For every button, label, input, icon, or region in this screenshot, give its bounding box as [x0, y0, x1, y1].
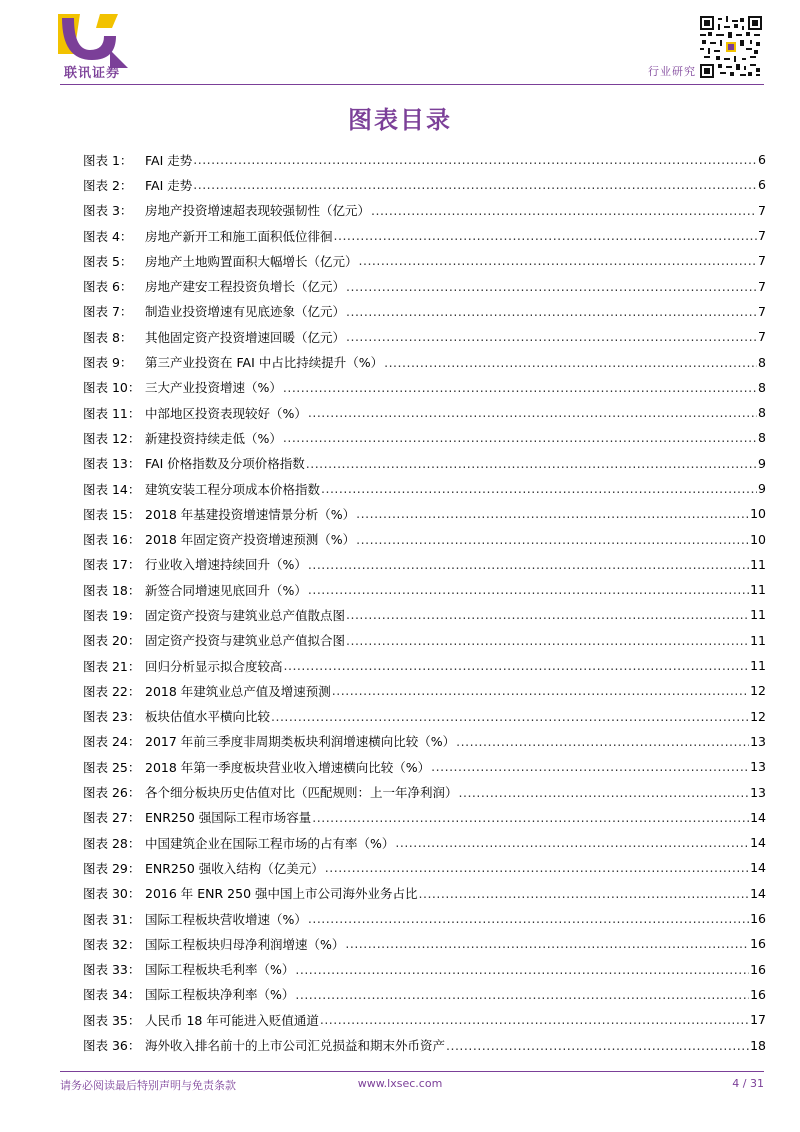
toc-figure-number: 图表 29：: [83, 860, 141, 876]
toc-figure-title: FAI 价格指数及分项价格指数: [145, 456, 305, 472]
toc-figure-title: 板块估值水平横向比较: [145, 709, 271, 725]
toc-page-number: 11: [750, 632, 766, 648]
toc-page-number: 9: [758, 455, 766, 471]
toc-figure-number: 图表 24：: [83, 734, 141, 750]
toc-entry[interactable]: [83, 476, 766, 501]
toc-figure-number: 图表 5：: [83, 253, 133, 269]
toc-figure-number: 图表 26：: [83, 785, 141, 801]
toc-leader-dots: [295, 962, 749, 977]
toc-entry[interactable]: [83, 172, 766, 197]
footer-disclaimer[interactable]: 请务必阅读最后特别声明与免责条款: [60, 1079, 236, 1092]
toc-figure-title: 房地产投资增速超表现较强韧性（亿元）: [145, 203, 371, 219]
toc-leader-dots: [295, 987, 749, 1002]
toc-figure-number: 图表 35：: [83, 1012, 141, 1028]
toc-page-number: 7: [758, 303, 766, 319]
toc-figure-title: 制造业投资增速有见底迹象（亿元）: [145, 304, 346, 320]
toc-figure-number: 图表 31：: [83, 911, 141, 927]
toc-figure-number: 图表 23：: [83, 709, 141, 725]
toc-leader-dots: [308, 582, 749, 597]
toc-page-number: 13: [750, 733, 766, 749]
toc-leader-dots: [431, 759, 749, 774]
toc-figure-title: FAI 走势: [145, 152, 193, 168]
toc-leader-dots: [193, 177, 757, 192]
toc-figure-title: 第三产业投资在 FAI 中占比持续提升（%）: [145, 355, 384, 371]
toc-page-number: 6: [758, 152, 766, 168]
toc-leader-dots: [284, 658, 750, 673]
toc-figure-title: 2017 年前三季度非周期类板块利润增速横向比较（%）: [145, 734, 456, 750]
footer-divider: [60, 1071, 764, 1072]
toc-page-number: 16: [750, 936, 766, 952]
toc-figure-number: 图表 4：: [83, 228, 133, 244]
toc-figure-number: 图表 25：: [83, 759, 141, 775]
toc-entry[interactable]: [83, 628, 766, 653]
toc-page-number: 6: [758, 177, 766, 193]
toc-page-number: 10: [750, 506, 766, 522]
toc-leader-dots: [395, 835, 749, 850]
toc-page-number: 13: [750, 784, 766, 800]
toc-page-number: 14: [750, 809, 766, 825]
toc-leader-dots: [346, 279, 757, 294]
toc-leader-dots: [359, 253, 757, 268]
toc-page-number: 13: [750, 759, 766, 775]
toc-figure-title: 固定资产投资与建筑业总产值散点图: [145, 607, 346, 623]
toc-entry[interactable]: [83, 223, 766, 248]
footer-website[interactable]: www.lxsec.com: [357, 1077, 443, 1090]
toc-entry[interactable]: [83, 147, 766, 172]
toc-page-number: 8: [758, 354, 766, 370]
toc-figure-number: 图表 14：: [83, 481, 141, 497]
toc-figure-number: 图表 36：: [83, 1038, 141, 1054]
toc-page-number: 7: [758, 202, 766, 218]
toc-figure-number: 图表 21：: [83, 658, 141, 674]
toc-figure-title: 各个细分板块历史估值对比（匹配规则：上一年净利润）: [145, 785, 458, 801]
toc-leader-dots: [334, 228, 757, 243]
toc-figure-title: 人民币 18 年可能进入贬值通道: [145, 1012, 319, 1028]
toc-figure-title: 固定资产投资与建筑业总产值拟合图: [145, 633, 346, 649]
toc-figure-number: 图表 10：: [83, 380, 141, 396]
toc-entry[interactable]: [83, 577, 766, 602]
toc-figure-title: 行业收入增速持续回升（%）: [145, 557, 307, 573]
toc-page-number: 12: [750, 708, 766, 724]
toc-page-number: 8: [758, 379, 766, 395]
toc-entry[interactable]: [83, 906, 766, 931]
toc-leader-dots: [345, 936, 749, 951]
toc-entry[interactable]: [83, 552, 766, 577]
toc-entry[interactable]: [83, 375, 766, 400]
toc-figure-number: 图表 33：: [83, 962, 141, 978]
toc-figure-title: 国际工程板块归母净利润增速（%）: [145, 936, 345, 952]
toc-figure-title: 房地产建安工程投资负增长（亿元）: [145, 279, 346, 295]
toc-entry[interactable]: [83, 931, 766, 956]
toc-figure-title: ENR250 强收入结构（亿美元）: [145, 860, 324, 876]
toc-entry[interactable]: [83, 855, 766, 880]
toc-figure-title: 2016 年 ENR 250 强中国上市公司海外业务占比: [145, 886, 418, 902]
toc-figure-number: 图表 6：: [83, 279, 133, 295]
toc-figure-title: 国际工程板块毛利率（%）: [145, 962, 295, 978]
toc-leader-dots: [306, 456, 757, 471]
toc-leader-dots: [371, 203, 757, 218]
toc-figure-number: 图表 18：: [83, 582, 141, 598]
toc-figure-number: 图表 20：: [83, 633, 141, 649]
toc-page-number: 14: [750, 860, 766, 876]
toc-leader-dots: [346, 304, 757, 319]
toc-entry[interactable]: [83, 425, 766, 450]
toc-leader-dots: [325, 860, 749, 875]
toc-page-number: 12: [750, 683, 766, 699]
toc-leader-dots: [456, 734, 749, 749]
toc-figure-number: 图表 32：: [83, 936, 141, 952]
toc-leader-dots: [332, 683, 749, 698]
toc-leader-dots: [356, 506, 749, 521]
toc-leader-dots: [419, 886, 750, 901]
toc-entry[interactable]: [83, 805, 766, 830]
toc-entry[interactable]: [83, 982, 766, 1007]
toc-leader-dots: [308, 405, 757, 420]
header-divider: [60, 84, 764, 85]
toc-figure-number: 图表 22：: [83, 683, 141, 699]
toc-figure-title: 中部地区投资表现较好（%）: [145, 405, 307, 421]
toc-leader-dots: [356, 532, 749, 547]
toc-figure-number: 图表 30：: [83, 886, 141, 902]
toc-figure-number: 图表 13：: [83, 456, 141, 472]
toc-figure-title: 回归分析显示拟合度较高: [145, 658, 283, 674]
toc-figure-title: 新签合同增速见底回升（%）: [145, 582, 307, 598]
toc-figure-number: 图表 7：: [83, 304, 133, 320]
toc-figure-title: 国际工程板块净利率（%）: [145, 987, 295, 1003]
toc-figure-number: 图表 17：: [83, 557, 141, 573]
toc-entry[interactable]: [83, 754, 766, 779]
toc-figure-title: 2018 年建筑业总产值及增速预测: [145, 683, 331, 699]
toc-entry[interactable]: [83, 881, 766, 906]
toc-figure-title: 建筑安装工程分项成本价格指数: [145, 481, 321, 497]
toc-entry[interactable]: [83, 779, 766, 804]
toc-leader-dots: [384, 355, 757, 370]
qr-code: [700, 16, 762, 78]
toc-figure-title: 房地产新开工和施工面积低位徘徊: [145, 228, 333, 244]
toc-figure-title: FAI 走势: [145, 177, 193, 193]
toc-figure-number: 图表 8：: [83, 329, 133, 345]
toc-entry[interactable]: [83, 678, 766, 703]
toc-entry[interactable]: [83, 830, 766, 855]
toc-figure-title: 海外收入排名前十的上市公司汇兑损益和期末外币资产: [145, 1038, 446, 1054]
toc-figure-number: 图表 16：: [83, 532, 141, 548]
toc-figure-title: 新建投资持续走低（%）: [145, 430, 282, 446]
toc-page-number: 9: [758, 481, 766, 496]
page-title: 图表目录: [348, 106, 452, 134]
toc-page-number: 7: [758, 329, 766, 345]
toc-page-number: 16: [750, 911, 766, 927]
toc-figure-number: 图表 19：: [83, 607, 141, 623]
toc-leader-dots: [346, 633, 749, 648]
toc-figure-number: 图表 11：: [83, 405, 141, 421]
toc-figure-title: 中国建筑企业在国际工程市场的占有率（%）: [145, 835, 395, 851]
toc-figure-number: 图表 15：: [83, 506, 141, 522]
doc-type-label: 行业研究: [648, 65, 696, 78]
toc-leader-dots: [308, 557, 749, 572]
toc-entry[interactable]: [83, 526, 766, 551]
toc-page-number: 11: [750, 556, 766, 572]
toc-page-number: 11: [750, 582, 766, 598]
toc-leader-dots: [346, 329, 757, 344]
toc-leader-dots: [320, 1012, 749, 1027]
toc-page-number: 16: [750, 961, 766, 977]
toc-entry[interactable]: [83, 349, 766, 374]
toc-leader-dots: [283, 380, 757, 395]
toc-entry[interactable]: [83, 729, 766, 754]
toc-figure-title: 国际工程板块营收增速（%）: [145, 911, 307, 927]
toc-figure-title: 其他固定资产投资增速回暖（亿元）: [145, 329, 346, 345]
toc-entry[interactable]: [83, 451, 766, 476]
toc-figure-title: 房地产土地购置面积大幅增长（亿元）: [145, 253, 358, 269]
toc-page-number: 11: [750, 658, 766, 674]
toc-leader-dots: [446, 1038, 749, 1053]
toc-figure-number: 图表 2：: [83, 177, 133, 193]
toc-entry[interactable]: [83, 704, 766, 729]
toc-entry[interactable]: [83, 501, 766, 526]
company-name: 联讯证券: [63, 66, 120, 81]
toc-leader-dots: [283, 430, 757, 445]
toc-entry[interactable]: [83, 400, 766, 425]
toc-page-number: 14: [750, 885, 766, 901]
toc-leader-dots: [271, 709, 749, 724]
toc-leader-dots: [346, 607, 749, 622]
toc-leader-dots: [312, 810, 749, 825]
toc-page-number: 18: [750, 1037, 766, 1053]
toc-page-number: 8: [758, 405, 766, 421]
toc-entry[interactable]: [83, 1032, 766, 1057]
toc-figure-number: 图表 9：: [83, 355, 133, 371]
toc-figure-title: 2018 年基建投资增速情景分析（%）: [145, 506, 356, 522]
toc-page-number: 7: [758, 253, 766, 269]
toc-entry[interactable]: [83, 324, 766, 349]
toc-leader-dots: [321, 481, 757, 496]
toc-figure-number: 图表 34：: [83, 987, 141, 1003]
footer-page-number: 4 / 31: [732, 1077, 764, 1090]
toc-entry[interactable]: [83, 299, 766, 324]
toc-entry[interactable]: [83, 957, 766, 982]
toc-page-number: 10: [750, 531, 766, 547]
toc-page-number: 8: [758, 430, 766, 446]
toc-leader-dots: [308, 911, 749, 926]
toc-figure-title: 三大产业投资增速（%）: [145, 380, 282, 396]
toc-leader-dots: [193, 152, 757, 167]
toc-entry[interactable]: [83, 198, 766, 223]
toc-entry[interactable]: [83, 602, 766, 627]
toc-entry[interactable]: [83, 1007, 766, 1032]
toc-page-number: 7: [758, 228, 766, 244]
toc-leader-dots: [459, 785, 750, 800]
toc-figure-number: 图表 28：: [83, 835, 141, 851]
toc-figure-title: 2018 年固定资产投资增速预测（%）: [145, 532, 356, 548]
toc-page-number: 7: [758, 278, 766, 294]
toc-figure-number: 图表 12：: [83, 430, 141, 446]
toc-figure-number: 图表 1：: [83, 152, 133, 168]
toc-page-number: 16: [750, 986, 766, 1002]
toc-figure-title: 2018 年第一季度板块营业收入增速横向比较（%）: [145, 759, 431, 775]
toc-entry[interactable]: [83, 653, 766, 678]
toc-page-number: 17: [750, 1012, 766, 1028]
toc-figure-title: ENR250 强国际工程市场容量: [145, 810, 312, 826]
toc-entry[interactable]: [83, 273, 766, 298]
toc-page-number: 14: [750, 835, 766, 851]
toc-figure-number: 图表 27：: [83, 810, 141, 826]
figure-list: [83, 147, 766, 1058]
toc-figure-number: 图表 3：: [83, 203, 133, 219]
toc-page-number: 11: [750, 607, 766, 623]
toc-entry[interactable]: [83, 248, 766, 273]
